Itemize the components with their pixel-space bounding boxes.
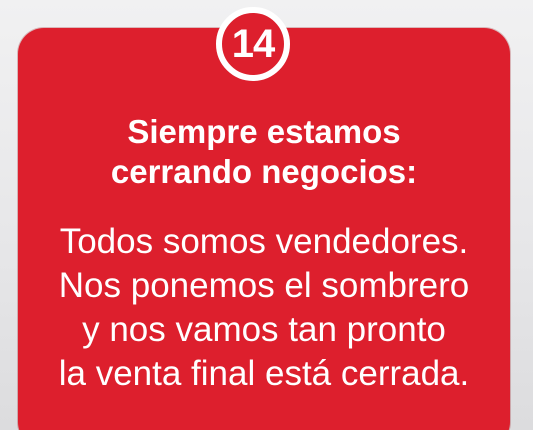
body-line-1: Todos somos vendedores. [59,222,469,261]
number-badge [216,7,290,81]
badge-number: 14 [231,22,275,66]
heading-line-1: Siempre estamos [127,113,401,150]
card-body [18,220,510,396]
body-line-4: la venta final está cerrada. [58,354,470,393]
body-line-2: Nos ponemos el sombrero [58,266,470,305]
body-line-3: y nos vamos tan pronto [82,310,446,349]
heading-line-2: cerrando negocios: [110,153,418,190]
card-heading [18,112,510,192]
